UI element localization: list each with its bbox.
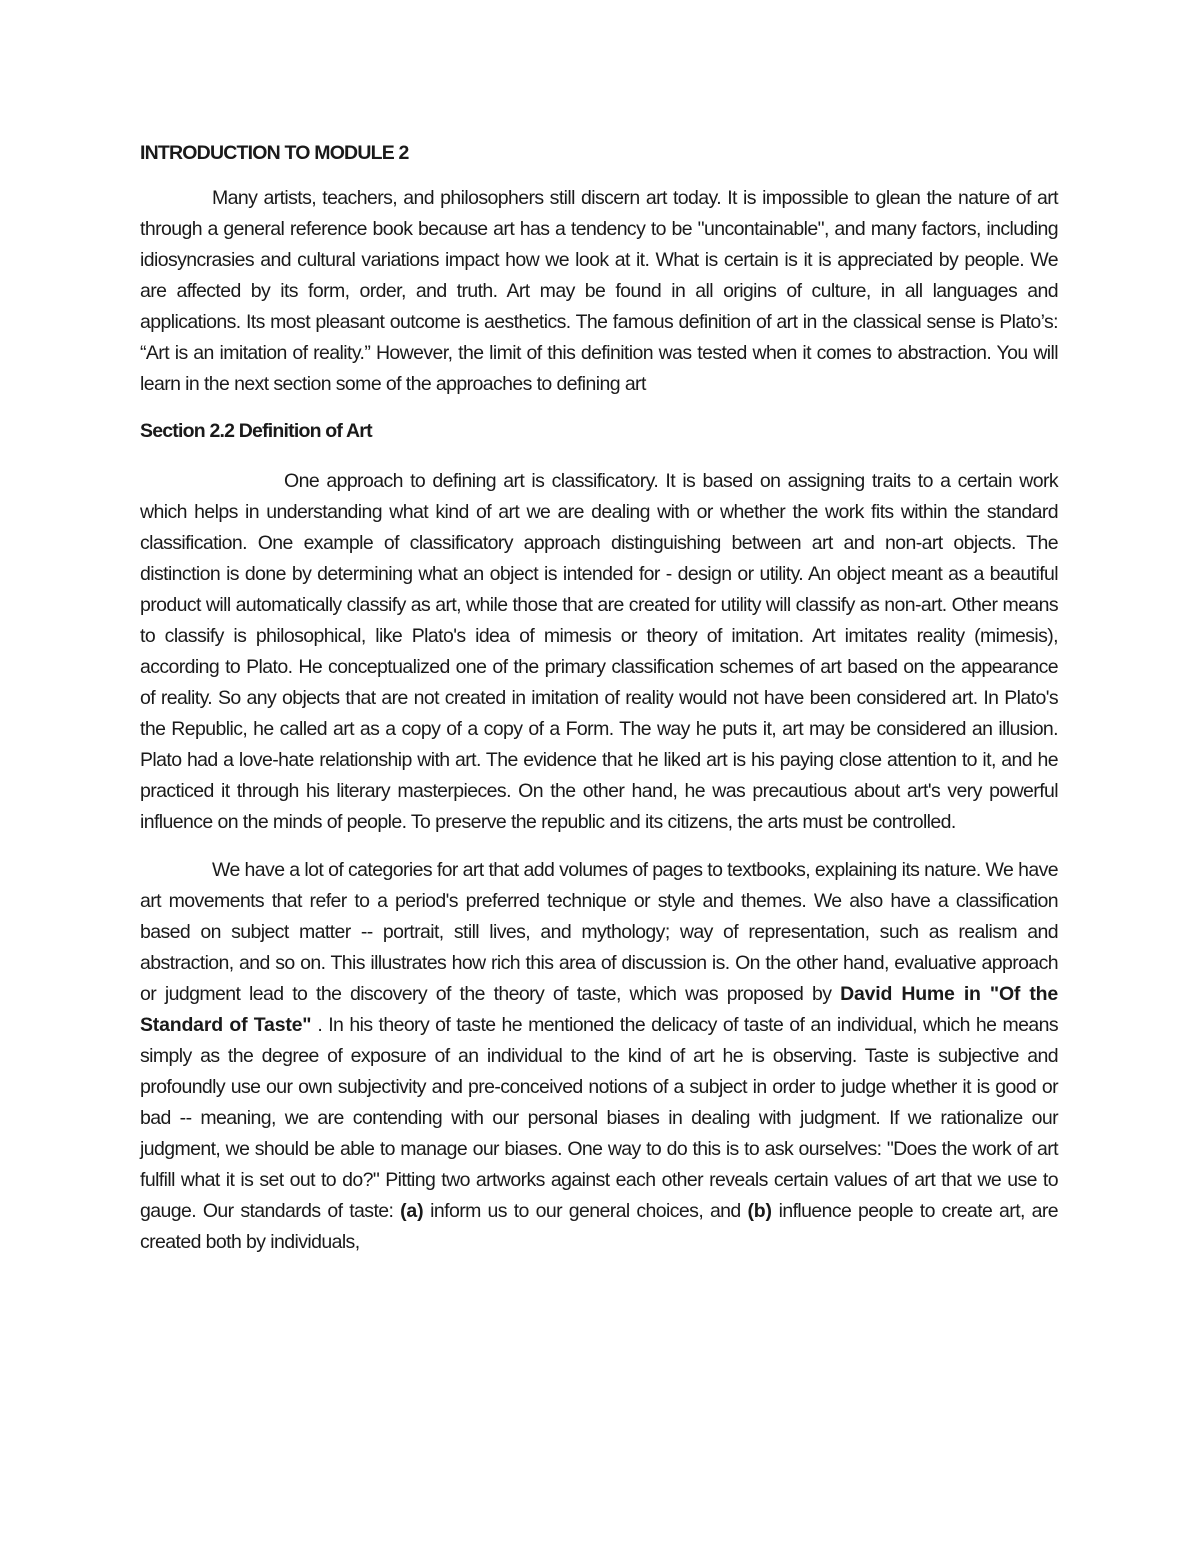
section-heading: Section 2.2 Definition of Art	[140, 420, 372, 442]
paragraph-text-part-3: inform us to our general choices, and	[423, 1200, 748, 1222]
paragraph-text-part-2: . In his theory of taste he mentioned the delicacy of taste of an individual, which he means simply as the degree of exposure of an individual to the kind of art he is observing. Taste is subjective and profoundly use our own subjectivity and pre-conceived notions of a subject in order to judge whether it is good or bad -- meaning, we are contending with our personal biases in dealing with judgment. If we rationalize our judgment, we should be able to manage our biases. One way to do this is to ask ourselves: "Does the work of art fulfill what it is set out to do?" Pitting two artworks against each other reveals certain values of art that we use to gauge. Our standards of taste:	[140, 1014, 1058, 1222]
document-page	[140, 138, 1058, 1258]
paragraph-text-part-4: influence people to create art, are created both by individuals,	[140, 1200, 1059, 1253]
module-title: INTRODUCTION TO MODULE 2	[140, 142, 409, 164]
list-marker-b: (b)	[747, 1200, 772, 1222]
intro-paragraph: Many artists, teachers, and philosophers still discern art today. It is impossible to glean the nature of art through a general reference book because art has a tendency to be "uncontainable", and many factors, including idiosyncrasies and cultural variations impact how we look at it. What is certain is it is appreciated by people. We are affected by its form, order, and truth. Art may be found in all origins of culture, in all languages and applications. Its most pleasant outcome is aesthetics. The famous definition of art in the classical sense is Plato’s: “Art is an imitation of reality.” However, the limit of this definition was tested when it comes to abstraction. You will learn in the next section some of the approaches to defining art	[140, 187, 1058, 395]
paragraph-text-part-1: We have a lot of categories for art that add volumes of pages to textbooks, explaining its nature. We have art movements that refer to a period's preferred technique or style and themes. We also have a classification based on subject matter -- portrait, still lives, and mythology; way of representation, such as realism and abstraction, and so on. This illustrates how rich this area of discussion is. On the other hand, evaluative approach or judgment lead to the discovery of the theory of taste, which was proposed by	[140, 859, 1058, 1005]
hume-reference: David Hume in "Of the Standard of Taste"	[140, 983, 1058, 1036]
section-paragraph-evaluative	[140, 855, 1058, 1258]
section-paragraph-classificatory: One approach to defining art is classificatory. It is based on assigning traits to a certain work which helps in understanding what kind of art we are dealing with or whether the work fits within the standard classification. One example of classificatory approach distinguishing between art and non-art objects. The distinction is done by determining what an object is intended for - design or utility. An object meant as a beautiful product will automatically classify as art, while those that are created for utility will classify as non-art. Other means to classify is philosophical, like Plato's idea of mimesis or theory of imitation. Art imitates reality (mimesis), according to Plato. He conceptualized one of the primary classification schemes of art based on the appearance of reality. So any objects that are not created in imitation of reality would not have been considered art. In Plato's the Republic, he called art as a copy of a copy of a Form. The way he puts it, art may be considered an illusion. Plato had a love-hate relationship with art. The evidence that he liked art is his paying close attention to it, and he practiced it through his literary masterpieces. On the other hand, he was precautious about art's very powerful influence on the minds of people. To preserve the republic and its citizens, the arts must be controlled.	[140, 470, 1058, 833]
list-marker-a: (a)	[400, 1200, 424, 1222]
